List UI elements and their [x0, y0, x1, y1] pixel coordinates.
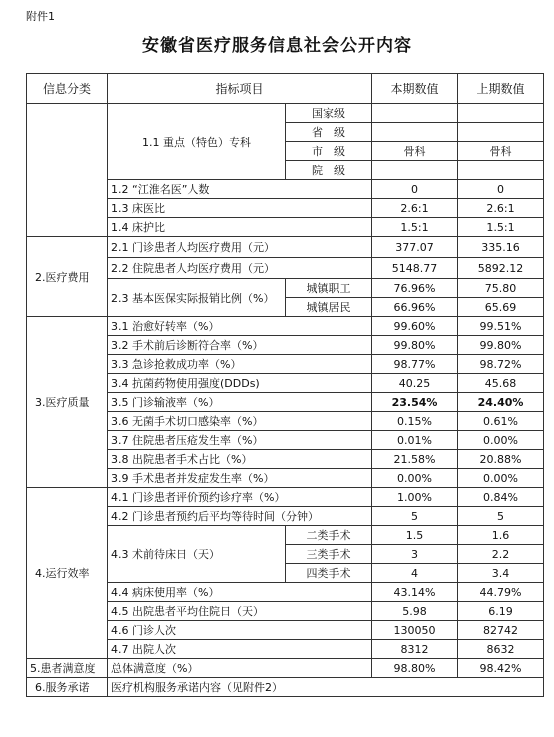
page-title: 安徽省医疗服务信息社会公开内容 — [142, 36, 412, 56]
item-label: 2.1 门诊患者人均医疗费用（元） — [108, 237, 372, 258]
category-cell: 6.服务承诺 — [27, 678, 108, 697]
category-cell: 2.医疗费用 — [27, 237, 108, 317]
value-previous: 99.80% — [458, 336, 544, 355]
value-current — [372, 123, 458, 142]
value-current: 98.80% — [372, 659, 458, 678]
table-row — [27, 237, 544, 258]
value-current: 377.07 — [372, 237, 458, 258]
table-row — [27, 104, 544, 123]
sub-label: 城镇职工 — [286, 279, 372, 298]
value-current: 2.6:1 — [372, 199, 458, 218]
item-label: 4.6 门诊人次 — [108, 621, 372, 640]
value-current: 0 — [372, 180, 458, 199]
value-current: 0.01% — [372, 431, 458, 450]
item-label: 4.7 出院人次 — [108, 640, 372, 659]
value-current: 130050 — [372, 621, 458, 640]
value-current: 5148.77 — [372, 258, 458, 279]
category-cell: 3.医疗质量 — [27, 317, 108, 488]
item-label: 3.7 住院患者压疮发生率（%） — [108, 431, 372, 450]
value-previous: 2.6:1 — [458, 199, 544, 218]
value-previous: 75.80 — [458, 279, 544, 298]
value-previous: 1.6 — [458, 526, 544, 545]
value-previous: 0.61% — [458, 412, 544, 431]
value-current: 4 — [372, 564, 458, 583]
header-category: 信息分类 — [27, 74, 108, 104]
table-row — [27, 317, 544, 336]
sub-label: 二类手术 — [286, 526, 372, 545]
value-previous — [458, 123, 544, 142]
value-current: 3 — [372, 545, 458, 564]
sub-label: 城镇居民 — [286, 298, 372, 317]
level-label: 市 级 — [286, 142, 372, 161]
value-previous: 5892.12 — [458, 258, 544, 279]
value-previous: 8632 — [458, 640, 544, 659]
category-cell: 5.患者满意度 — [27, 659, 108, 678]
value-previous: 3.4 — [458, 564, 544, 583]
value-previous: 5 — [458, 507, 544, 526]
value-previous: 335.16 — [458, 237, 544, 258]
value-current: 66.96% — [372, 298, 458, 317]
category-cell-1 — [27, 104, 108, 237]
value-previous: 45.68 — [458, 374, 544, 393]
value-current: 5.98 — [372, 602, 458, 621]
value-current: 23.54% — [372, 393, 458, 412]
value-current: 21.58% — [372, 450, 458, 469]
value-previous: 20.88% — [458, 450, 544, 469]
value-previous: 98.42% — [458, 659, 544, 678]
value-current: 76.96% — [372, 279, 458, 298]
level-label: 省 级 — [286, 123, 372, 142]
value-current: 99.80% — [372, 336, 458, 355]
item-label: 4.3 术前待床日（天） — [108, 526, 286, 583]
item-label: 3.3 急诊抢救成功率（%） — [108, 355, 372, 374]
value-current: 1.00% — [372, 488, 458, 507]
info-table — [26, 73, 544, 697]
value-previous: 1.5:1 — [458, 218, 544, 237]
header-item: 指标项目 — [108, 74, 372, 104]
item-label: 4.2 门诊患者预约后平均等待时间（分钟） — [108, 507, 372, 526]
value-previous: 6.19 — [458, 602, 544, 621]
value-previous: 2.2 — [458, 545, 544, 564]
value-previous: 0.00% — [458, 431, 544, 450]
value-current: 0.15% — [372, 412, 458, 431]
category-cell: 4.运行效率 — [27, 488, 108, 659]
value-current: 99.60% — [372, 317, 458, 336]
table-header — [27, 74, 544, 104]
value-current: 0.00% — [372, 469, 458, 488]
item-label: 3.6 无菌手术切口感染率（%） — [108, 412, 372, 431]
table-row — [27, 659, 544, 678]
value-previous: 骨科 — [458, 142, 544, 161]
attachment-label: 附件1 — [26, 10, 55, 23]
value-previous: 24.40% — [458, 393, 544, 412]
value-previous: 99.51% — [458, 317, 544, 336]
item-label: 4.5 出院患者平均住院日（天） — [108, 602, 372, 621]
item-label: 总体满意度（%） — [108, 659, 372, 678]
value-previous — [458, 104, 544, 123]
value-current: 8312 — [372, 640, 458, 659]
item-label: 3.8 出院患者手术占比（%） — [108, 450, 372, 469]
value-current: 40.25 — [372, 374, 458, 393]
value-current: 98.77% — [372, 355, 458, 374]
item-label: 4.4 病床使用率（%） — [108, 583, 372, 602]
value-previous: 65.69 — [458, 298, 544, 317]
level-label: 国家级 — [286, 104, 372, 123]
value-current: 1.5 — [372, 526, 458, 545]
item-label: 3.4 抗菌药物使用强度(DDDs) — [108, 374, 372, 393]
item-label: 1.1 重点（特色）专科 — [108, 104, 286, 180]
value-previous: 0.84% — [458, 488, 544, 507]
value-previous: 0 — [458, 180, 544, 199]
header-previous: 上期数值 — [458, 74, 544, 104]
item-label: 2.2 住院患者人均医疗费用（元） — [108, 258, 372, 279]
table-row — [27, 678, 544, 697]
value-previous: 44.79% — [458, 583, 544, 602]
item-label: 1.4 床护比 — [108, 218, 372, 237]
item-label: 3.1 治愈好转率（%） — [108, 317, 372, 336]
item-label: 3.5 门诊输液率（%） — [108, 393, 372, 412]
item-label: 2.3 基本医保实际报销比例（%） — [108, 279, 286, 317]
item-label: 4.1 门诊患者评价预约诊疗率（%） — [108, 488, 372, 507]
value-current: 骨科 — [372, 142, 458, 161]
item-label: 医疗机构服务承诺内容（见附件2） — [108, 678, 544, 697]
value-current: 5 — [372, 507, 458, 526]
value-current — [372, 161, 458, 180]
table-row — [27, 488, 544, 507]
sub-label: 三类手术 — [286, 545, 372, 564]
value-current: 43.14% — [372, 583, 458, 602]
level-label: 院 级 — [286, 161, 372, 180]
header-current: 本期数值 — [372, 74, 458, 104]
value-current — [372, 104, 458, 123]
value-previous — [458, 161, 544, 180]
value-current: 1.5:1 — [372, 218, 458, 237]
item-label: 1.3 床医比 — [108, 199, 372, 218]
value-previous: 98.72% — [458, 355, 544, 374]
value-previous: 0.00% — [458, 469, 544, 488]
sub-label: 四类手术 — [286, 564, 372, 583]
item-label: 1.2 “江淮名医”人数 — [108, 180, 372, 199]
item-label: 3.9 手术患者并发症发生率（%） — [108, 469, 372, 488]
item-label: 3.2 手术前后诊断符合率（%） — [108, 336, 372, 355]
value-previous: 82742 — [458, 621, 544, 640]
